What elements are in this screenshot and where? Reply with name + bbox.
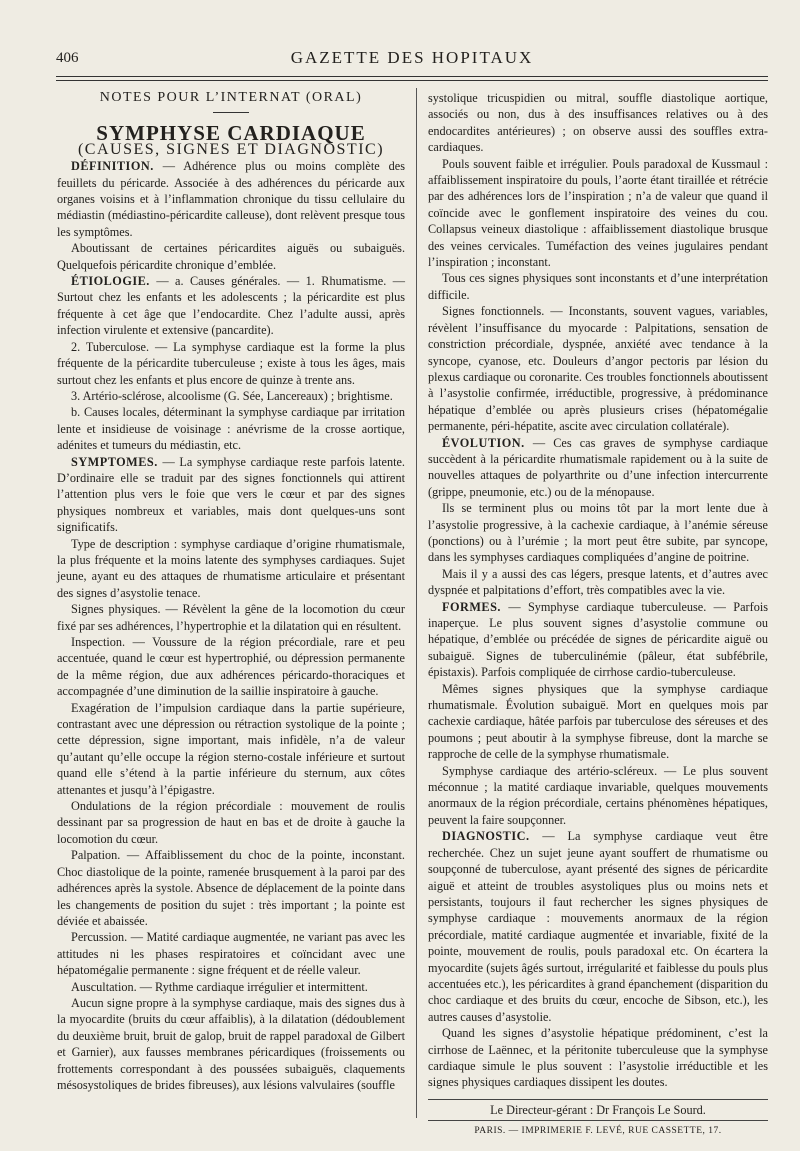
column-divider: [416, 88, 417, 1118]
paragraph-definition: DÉFINITION. — Adhérence plus ou moins complète des feuillets du péricarde. Associée à des adhérences du péricarde aux organes voisins et à l’inflammation chronique du tissu cellulaire du médiastin (médiastino-péricardite calleuse), dont relèvent presque tous les symptômes.: [57, 159, 405, 239]
paragraph: Signes fonctionnels. — Inconstants, souvent vagues, variables, révèlent l’insuffisance du myocarde : Palpitations, sensation de constriction précordiale, dyspnée, anxiété avec tendance à la syncope, cyanose, etc. Douleurs d’angor pectoris par lésion du plexus cardiaque ou coronarite. Ces troubles fonctionnels aboutissent à l’asystolie confirmée, irréductible, progressive, à prédominance hépatique d’emblée ou après plusieurs crises (hépatomégalie permanente, péri-hépatite, ascite avec circulation collatérale).: [428, 304, 768, 434]
paragraph: systolique tricuspidien ou mitral, souffle diastolique aortique, associés ou non, dus à des insuffisances relatives ou à des endocardites antérieures) ; on observe aussi des souffles extra-cardiaques.: [428, 91, 768, 155]
paragraph: Aucun signe propre à la symphyse cardiaque, mais des signes dus à la myocardite (bruits du cœur affaiblis), à la dilatation (dédoublement du deuxième bruit, bruit de galop, bruit de rappel paradoxal de Gilbert et Garnier), aux fausses membranes péricardiques (froissements ou frottements correspondant à des poussées subaiguës, claquements mésosystoliques de brides fibreuses), aux lésions valvulaires (souffle: [57, 995, 405, 1092]
journal-title: GAZETTE DES HOPITAUX: [290, 48, 534, 67]
paragraph: Palpation. — Affaiblissement du choc de la pointe, inconstant. Choc diastolique de la pointe, ramenée brusquement à la paroi par des adhérences après la systole. Absence de déplacement de la pointe dans les changements de position du sujet : très important ; la pointe est déviée et abaissée.: [57, 848, 405, 928]
paragraph-formes: FORMES. — Symphyse cardiaque tuberculeuse. — Parfois inaperçue. Le plus souvent signes d’asystolie commune ou hépatique, d’emblée ou précédée de signes de péricardite aiguë ou subaiguë. Signes de tuberculinémie (pâleur, état subfébrile, épistaxis). Parfois compliquée de cirrhose cardio-tuberculeuse.: [428, 599, 768, 680]
paragraph-diagnostic: DIAGNOSTIC. — La symphyse cardiaque veut être recherchée. Chez un sujet jeune ayant souffert de rhumatisme ou soupçonné de tuberculose, ayant présenté des signes de péricardite aiguë et atteint de troubles asystoliques plus ou moins nets et persistants, toujours il faut rechercher les signes physiques de symphyse cardiaque : mouvements anormaux de la région précordiale, matité cardiaque augmentée et invariable, fixité de la pointe, mouvement de roulis, pouls paradoxal etc. On écartera la myocardite (sujets âgés surtout, irrégularité et faiblesse du pouls plus accentuées etc.), les péricardites à grand épanchement (disparition du choc cardiaque et des bruits du cœur, encoche de Sibson, etc.), les autres causes d’asystolie.: [428, 829, 768, 1024]
paragraph: Aboutissant de certaines péricardites aiguës ou subaiguës. Quelquefois péricardite chronique d’emblée.: [57, 241, 405, 272]
paragraph-symptomes: SYMPTOMES. — La symphyse cardiaque reste parfois latente. D’ordinaire elle se traduit par des signes fonctionnels qui attirent l’attention plus vers le foie que vers le cœur et par des signes physiques nombreux et variables, mais dont quelques-uns sont significatifs.: [57, 454, 405, 535]
paragraph: Mais il y a aussi des cas légers, presque latents, et d’autres avec dyspnée et palpitations d’effort, très compatibles avec la vie.: [428, 566, 768, 598]
paragraph: Quand les signes d’asystolie hépatique prédominent, c’est la cirrhose de Laënnec, et la péritonite tuberculeuse que la symphyse cardiaque simule le plus souvent : l’asystolie irréductible et les signes physiques cardiaques dissipent les doutes.: [428, 1026, 768, 1090]
paragraph: Symphyse cardiaque des artério-scléreux. — Le plus souvent méconnue ; la matité cardiaque invariable, quelques mouvements anormaux de la région précordiale, certains phénomènes hépatiques, peuvent la faire soupçonner.: [428, 763, 768, 827]
paragraph: Mêmes signes physiques que la symphyse cardiaque rhumatismale. Évolution subaiguë. Mort en quelques mois par cachexie cardiaque, hâtée parfois par tuberculose des séreuses et des poumons ; peut aboutir à la symphyse fibreuse, dont la marche se rapproche de celle de la symphyse rhumatismale.: [428, 681, 768, 762]
title-rule: [213, 112, 249, 113]
paragraph-etiologie: ÉTIOLOGIE. — a. Causes générales. — 1. Rhumatisme. — Surtout chez les enfants et les adolescents ; la péricardite est plus fréquente à cet âge que l’endocardite. Chez l’adulte aussi, après infection virulente et extensive (pancardite).: [57, 274, 405, 338]
article-title: SYMPHYSE CARDIAQUE: [96, 121, 366, 146]
page-header: [56, 44, 768, 74]
paragraph: b. Causes locales, déterminant la symphyse cardiaque par irritation lente et insidieuse de voisinage : anévrisme de la crosse aortique, adénites et tumeurs du médiastin, etc.: [57, 405, 405, 453]
left-column: [57, 90, 405, 1121]
paragraph: 3. Artério-sclérose, alcoolisme (G. Sée, Lancereaux) ; brightisme.: [71, 388, 393, 403]
page-number: 406: [56, 50, 79, 66]
paragraph: Signes physiques. — Révèlent la gêne de la locomotion du cœur fixé par ses adhérences, l’hypertrophie et la dilatation qui en résultent.: [57, 602, 405, 633]
printer-imprint: PARIS. — IMPRIMERIE F. LEVÉ, RUE CASSETTE, 17.: [428, 1120, 768, 1139]
header-rule: [56, 76, 768, 81]
paragraph: Tous ces signes physiques sont inconstants et d’une interprétation difficile.: [428, 271, 768, 302]
right-column: [428, 90, 768, 1137]
paragraph: Pouls souvent faible et irrégulier. Pouls paradoxal de Kussmaul : affaiblissement inspiratoire du pouls, l’aorte étant tiraillée et rétrécie par des adhérences lors de l’inspiration ; n’a de valeur que quand il coïncide avec le gonflement inspiratoire des veines du cou. Collapsus veineux diastolique : affaiblissement diastolique brusque des veines cervicales. Tuméfaction des veines jugulaires pendant l’inspiration ; inconstant.: [428, 156, 768, 270]
paragraph: Ondulations de la région précordiale : mouvement de roulis dessinant par sa progression de haut en bas et de droite à gauche la locomotion du cœur.: [57, 799, 405, 846]
paragraph: Percussion. — Matité cardiaque augmentée, ne variant pas avec les attitudes ni les phases respiratoires et coïncidant avec une hépatomégalie permanente : signe fréquent et de réelle valeur.: [57, 930, 405, 978]
paragraph: Exagération de l’impulsion cardiaque dans la partie supérieure, contrastant avec une dépression ou rétraction systolique de la pointe ; cette dépression, signe important, mais infidèle, n’a de valeur qu’autant qu’elle occupe la région sterno-costale inférieure et surtout quand elle s’étend à la partie inférieure du sternum, aux côtes attenantes et jusqu’à l’épigastre.: [57, 700, 405, 797]
paragraph-evolution: ÉVOLUTION. — Ces cas graves de symphyse cardiaque succèdent à la péricardite rhumatismale rapidement ou à la suite de nouvelles attaques de polyarthrite ou d’une infection intercurrente (grippe, pneumonie, etc.) ou de la ménopause.: [428, 435, 768, 499]
paragraph: Ils se terminent plus ou moins tôt par la mort lente due à l’asystolie progressive, à la cachexie cardiaque, à l’anémie séreuse (ponctions) ou à l’urémie ; la mort peut être subite, par syncope, dans les symphyses cardiaques compliquées d’angine de poitrine.: [428, 501, 768, 565]
section-kicker: NOTES POUR L’INTERNAT (ORAL): [99, 90, 363, 105]
paragraph: Inspection. — Voussure de la région précordiale, rare et peu accentuée, quand le cœur est hypertrophié, ou dépression permanente de la même région, due aux adhérences péricardo-thoraciques et accompagnée d’une diminution de la saillie inspiratoire à gauche.: [57, 635, 405, 699]
article-subtitle: (CAUSES, SIGNES ET DIAGNOSTIC): [77, 140, 385, 158]
paragraph: Type de description : symphyse cardiaque d’origine rhumatismale, la plus fréquente et la moins latente des symphyses cardiaques. Sujet jeune, ayant eu des attaques de rhumatisme articulaire et présentant des signes d’asystolie tenace.: [57, 536, 405, 600]
editor-signature: Le Directeur-gérant : Dr François Le Sourd.: [428, 1099, 768, 1118]
paragraph: Auscultation. — Rythme cardiaque irrégulier et intermittent.: [71, 979, 368, 994]
paragraph: 2. Tuberculose. — La symphyse cardiaque est la forme la plus fréquente de la péricardite tuberculeuse ; existe à tous les âges, mais surtout chez les enfants et plus encore de quinze à trente ans.: [57, 339, 405, 387]
